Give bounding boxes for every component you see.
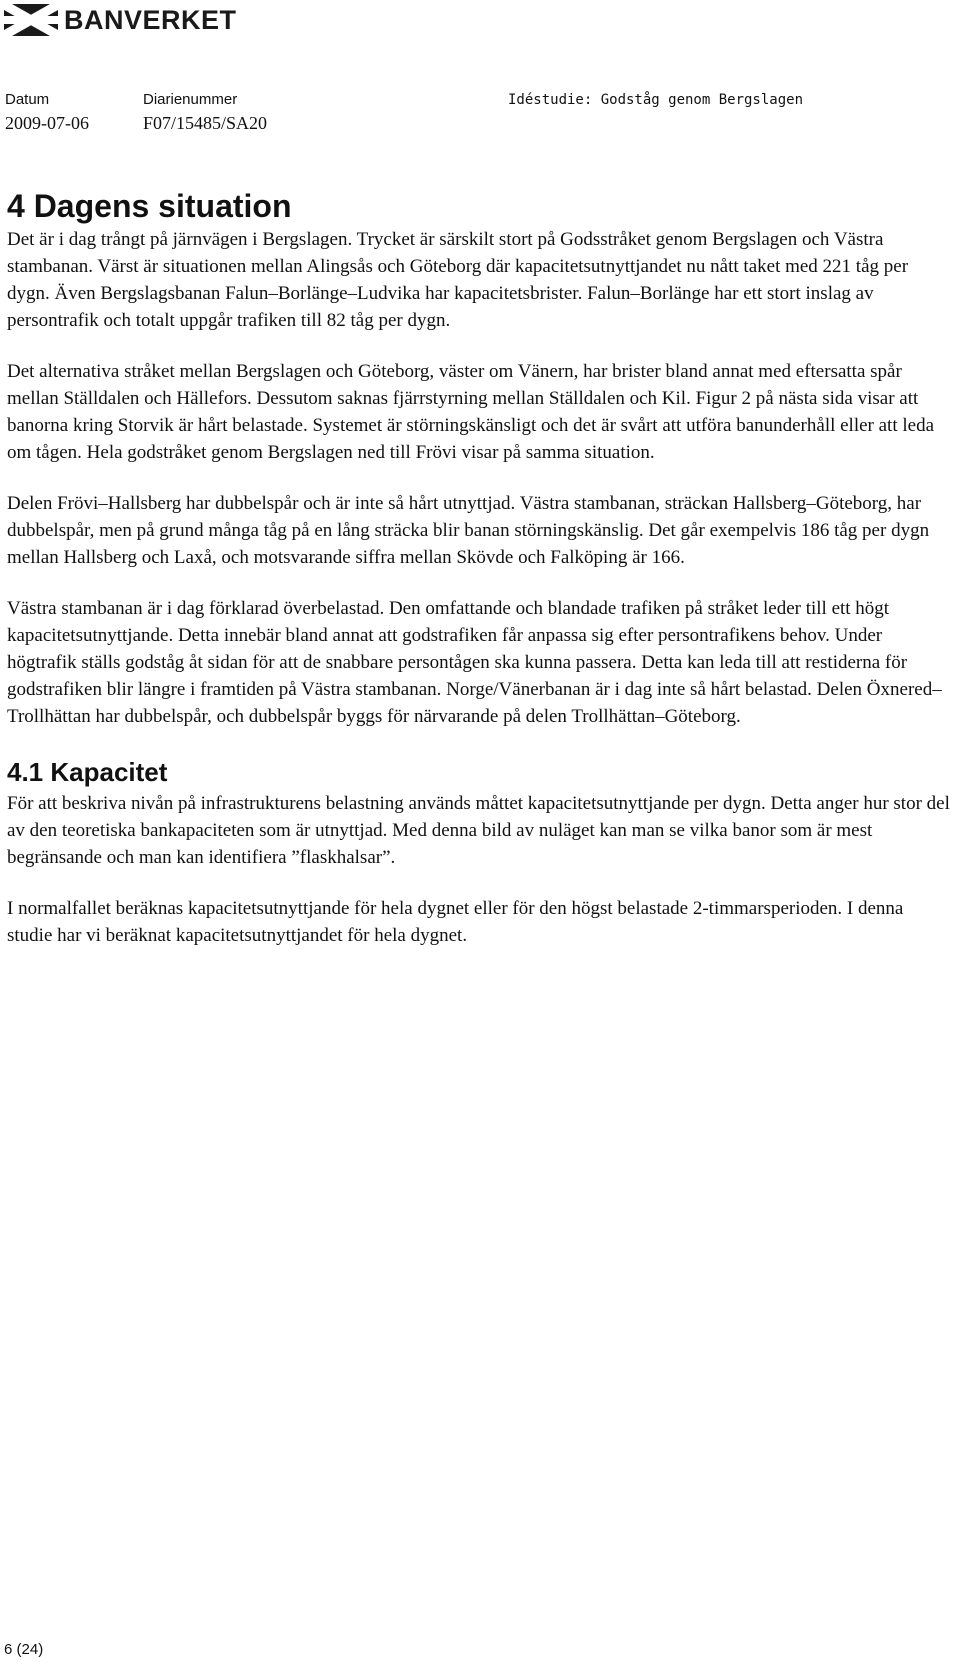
section-heading: 4 Dagens situation [7,188,292,224]
subsection-heading: 4.1 Kapacitet [7,757,168,787]
page-number: 6 (24) [4,1641,44,1658]
banverket-logo [4,4,237,36]
logo-text: BANVERKET [64,4,237,35]
paragraph: Det alternativa stråket mellan Bergslagen och Göteborg, väster om Vänern, har brister bland annat med eftersatta spår mellan Ställdalen och Hällefors. Dessutom saknas fjärrstyrning mellan Ställdalen och Kil. Figur 2 på nästa sida visar att banorna kring Storvik är hårt belastade. Systemet är störningskänsligt och det är svårt att utföra banunderhåll eller att leda om tågen. Hela godstråket genom Bergslagen ned till Frövi visar på samma situation. [7,361,935,463]
paragraph: I normalfallet beräknas kapacitetsutnyttjande för hela dygnet eller för den högst belastade 2-timmarsperioden. I denna studie har vi beräknat kapacitetsutnyttjandet för hela dygnet. [7,898,904,946]
document-meta [5,90,945,140]
diarie-value: F07/15485/SA20 [143,113,268,133]
project-title: Idéstudie: Godståg genom Bergslagen [508,92,804,108]
datum-label: Datum [5,91,50,108]
main-content [7,188,952,973]
banverket-flag-logo-icon [4,4,58,36]
diarie-block [143,90,267,136]
paragraph: För att beskriva nivån på infrastrukturens belastning används måttet kapacitetsutnyttjande per dygn. Detta anger hur stor del av den teoretiska bankapaciteten som är utnyttjad. Med denna bild av nuläget kan man se vilka banor som är mest begränsande och man kan identifiera ”flaskhalsar”. [7,793,950,868]
diarie-label: Diarienummer [143,91,238,108]
paragraph: Delen Frövi–Hallsberg har dubbelspår och är inte så hårt utnyttjad. Västra stambanan, sträckan Hallsberg–Göteborg, har dubbelspår, men på grund många tåg på en lång sträcka blir banan störningskänslig. Det går exempelvis 186 tåg per dygn mellan Hallsberg och Laxå, och motsvarande siffra mellan Skövde och Falköping är 166. [7,493,930,568]
datum-value: 2009-07-06 [5,113,89,133]
datum-block [5,90,89,136]
paragraph: Västra stambanan är i dag förklarad överbelastad. Den omfattande och blandade trafiken på stråket leder till ett högt kapacitetsutnyttjande. Detta innebär bland annat att godstrafiken får anpassa sig efter persontrafikens behov. Under högtrafik ställs godståg åt sidan för att de snabbare persontågen ska kunna passera. Detta kan leda till att restiderna för godstrafiken blir längre i framtiden på Västra stambanan. Norge/Vänerbanan är i dag inte så hårt belastad. Delen Öxnered–Trollhättan har dubbelspår, och dubbelspår byggs för närvarande på delen Trollhättan–Göteborg. [7,598,942,727]
paragraph: Det är i dag trångt på järnvägen i Bergslagen. Trycket är särskilt stort på Godsstråket genom Bergslagen och Västra stambanan. Värst är situationen mellan Alingsås och Göteborg där kapacitetsutnyttjandet nu nått taket med 221 tåg per dygn. Även Bergslagsbanan Falun–Borlänge–Ludvika har kapacitetsbrister. Falun–Borlänge har ett stort inslag av persontrafik och totalt uppgår trafiken till 82 tåg per dygn. [7,229,909,331]
